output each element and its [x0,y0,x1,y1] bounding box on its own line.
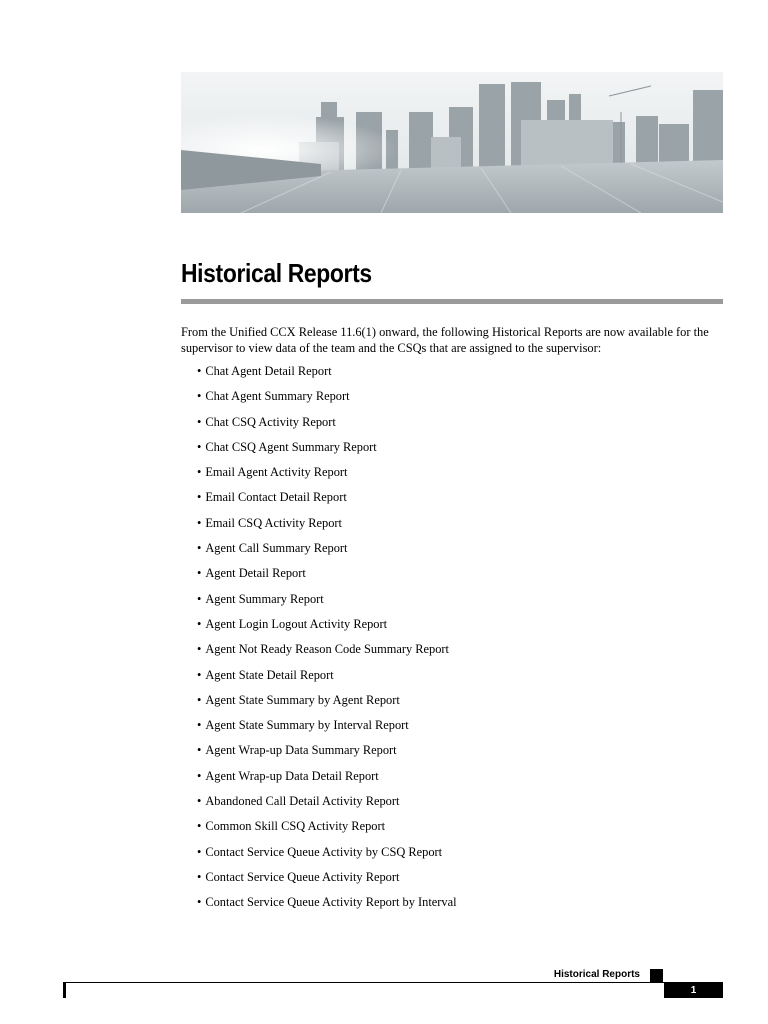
report-list-item: • Agent Login Logout Activity Report [197,616,457,641]
report-list-item: • Agent State Summary by Interval Report [197,717,457,742]
report-list-item: • Chat CSQ Agent Summary Report [197,439,457,464]
report-list-item: • Agent State Detail Report [197,667,457,692]
title-rule [181,299,723,304]
footer-rule [63,982,723,983]
chapter-banner-image [181,72,723,213]
footer-tick [63,982,66,998]
report-list-item: • Agent Detail Report [197,565,457,590]
report-list-item: • Chat Agent Summary Report [197,388,457,413]
report-list-item: • Email CSQ Activity Report [197,515,457,540]
report-list-item: • Agent Not Ready Reason Code Summary Report [197,641,457,666]
chapter-title: Historical Reports [181,258,372,288]
page-number: 1 [664,983,723,998]
report-list-item: • Email Contact Detail Report [197,489,457,514]
footer-section-title: Historical Reports [553,969,640,980]
footer-marker [650,969,663,982]
report-list-item: • Chat CSQ Activity Report [197,414,457,439]
report-list-item: • Agent Call Summary Report [197,540,457,565]
report-list-item: • Agent Summary Report [197,591,457,616]
report-list-item: • Contact Service Queue Activity by CSQ Report [197,844,457,869]
report-list-item: • Chat Agent Detail Report [197,363,457,388]
report-list-item: • Agent Wrap-up Data Summary Report [197,742,457,767]
report-list-item: • Contact Service Queue Activity Report [197,869,457,894]
report-list-item: • Common Skill CSQ Activity Report [197,818,457,843]
report-list-item: • Agent State Summary by Agent Report [197,692,457,717]
report-list [197,363,457,920]
intro-paragraph: From the Unified CCX Release 11.6(1) onward, the following Historical Reports are now available for the supervisor to view data of the team and the CSQs that are assigned to the supervisor: [181,325,709,355]
report-list-item: • Email Agent Activity Report [197,464,457,489]
report-list-item: • Abandoned Call Detail Activity Report [197,793,457,818]
report-list-item: • Contact Service Queue Activity Report by Interval [197,894,457,919]
report-list-item: • Agent Wrap-up Data Detail Report [197,768,457,793]
